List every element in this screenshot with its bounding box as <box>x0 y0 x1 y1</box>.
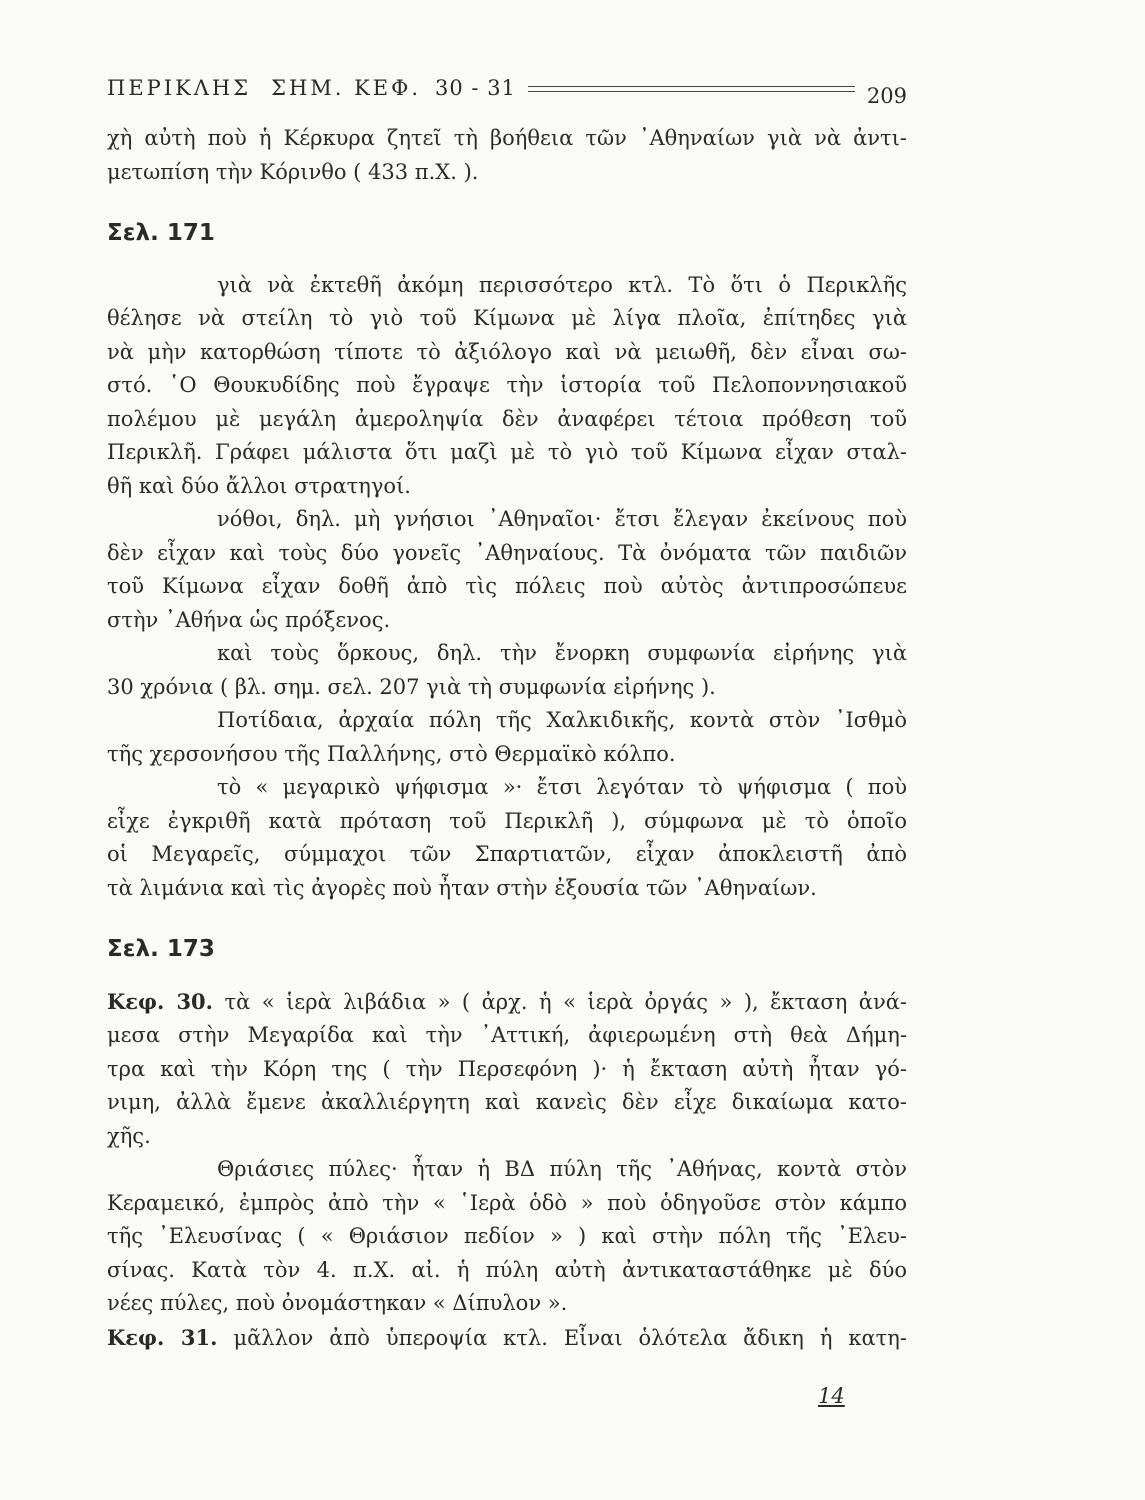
header-chapter: ΣΗΜ. ΚΕΦ. <box>271 76 422 100</box>
text-line <box>107 985 907 1020</box>
text-line: καὶ τοὺς ὅρκους, δηλ. τὴν ἔνορκη συμφωνία εἰρήνης γιὰ <box>217 641 907 665</box>
text-line: 30 χρόνια ( βλ. σημ. σελ. 207 γιὰ τὴ συμφωνία εἰρήνης ). <box>107 674 716 699</box>
text-line: οἱ Μεγαρεῖς, σύμμαχοι τῶν Σπαρτιατῶν, εἶχαν ἀποκλειστῆ ἀπὸ <box>107 842 907 866</box>
header-range: 30 - 31 <box>435 76 516 100</box>
text-line: πολέμου μὲ μεγάλη ἀμεροληψία δὲν ἀναφέρει τέτοια πρόθεση τοῦ <box>107 406 907 431</box>
text-line: μεσα στὴν Μεγαρίδα καὶ τὴν ᾿Αττική, ἀφιερωμένη στὴ θεὰ Δήμη- <box>107 1023 907 1047</box>
text-line: στὴν ᾿Αθήνα ὡς πρόξενος. <box>107 607 391 632</box>
section-heading-171: Σελ. 171 <box>107 220 215 246</box>
text-line: Περικλῆ. Γράφει μάλιστα ὅτι μαζὶ μὲ τὸ γιὸ τοῦ Κίμωνα εἶχαν σταλ- <box>107 440 907 464</box>
text-line: Θριάσιες πύλες· ἦταν ἡ ΒΔ πύλη τῆς ᾿Αθήνας, κοντὰ στὸν <box>217 1157 907 1181</box>
text-line: μετωπίση τὴν Κόρινθο ( 433 π.Χ. ). <box>107 159 479 184</box>
text-run: τὰ « ἱερὰ λιβάδια » ( ἀρχ. ἡ « ἱερὰ ὀργάς » ), ἔκταση ἀνά- <box>224 989 907 1014</box>
text-line: νέες πύλες, ποὺ ὀνομάστηκαν « Δίπυλον ». <box>107 1291 568 1315</box>
text-line: τῆς χερσονήσου τῆς Παλλήνης, στὸ Θερμαϊκὸ κόλπο. <box>107 741 676 766</box>
text-line: Κεραμεικό, ἐμπρὸς ἀπὸ τὴν « ῾Ιερὰ ὁδὸ » ποὺ ὁδηγοῦσε στὸν κάμπο <box>107 1190 907 1215</box>
text-line: τῆς ᾿Ελευσίνας ( « Θριάσιον πεδίον » ) καὶ στὴν πόλη τῆς ᾿Ελευ- <box>107 1224 907 1248</box>
text-line: νὰ μὴν κατορθώση τίποτε τὸ ἀξιόλογο καὶ νὰ μειωθῆ, δὲν εἶναι σω- <box>107 339 907 364</box>
text-line: θέλησε νὰ στείλη τὸ γιὸ τοῦ Κίμωνα μὲ λίγα πλοῖα, ἐπίτηδες γιὰ <box>107 306 907 330</box>
body-text <box>107 122 907 1355</box>
text-line: τοῦ Κίμωνα εἶχαν δοθῆ ἀπὸ τὶς πόλεις ποὺ αὐτὸς ἀντιπροσώπευε <box>107 574 907 598</box>
chapter-label-30: Κεφ. 30. <box>107 988 213 1014</box>
text-line: θῆ καὶ δύο ἄλλοι στρατηγοί. <box>107 473 411 498</box>
text-line: χὴ αὐτὴ ποὺ ἡ Κέρκυρα ζητεῖ τὴ βοήθεια τῶν ᾿Αθηναίων γιὰ νὰ ἀντι- <box>107 126 907 150</box>
text-line: τὰ λιμάνια καὶ τὶς ἀγορὲς ποὺ ἦταν στὴν ἐξουσία τῶν ᾿Αθηναίων. <box>107 875 817 900</box>
text-line: εἶχε ἐγκριθῆ κατὰ πρόταση τοῦ Περικλῆ ), σύμφωνα μὲ τὸ ὁποῖο <box>107 808 907 833</box>
text-run: μᾶλλον ἀπὸ ὑπεροψία κτλ. Εἶναι ὁλότελα ἄδικη ἡ κατη- <box>233 1325 907 1350</box>
text-line: σίνας. Κατὰ τὸν 4. π.Χ. αἰ. ἡ πύλη αὐτὴ ἀντικαταστάθηκε μὲ δύο <box>107 1257 907 1282</box>
text-line: δὲν εἶχαν καὶ τοὺς δύο γονεῖς ᾿Αθηναίους. Τὰ ὀνόματα τῶν παιδιῶν <box>107 540 907 565</box>
text-line: νιμη, ἀλλὰ ἔμενε ἀκαλλιέργητη καὶ κανεὶς δὲν εἶχε δικαίωμα κατο- <box>107 1090 907 1114</box>
text-line: τὸ « μεγαρικὸ ψήφισμα »· ἔτσι λεγόταν τὸ ψήφισμα ( ποὺ <box>217 775 907 799</box>
text-line <box>107 1321 907 1356</box>
text-line: χῆς. <box>107 1123 151 1148</box>
text-line: τρα καὶ τὴν Κόρη της ( τὴν Περσεφόνη )· ἡ ἔκταση αὐτὴ ἦταν γό- <box>107 1056 907 1081</box>
running-header <box>107 60 907 108</box>
text-line: στό. ῾Ο Θουκυδίδης ποὺ ἔγραψε τὴν ἱστορία τοῦ Πελοποννησιακοῦ <box>107 373 907 397</box>
header-title: ΠΕΡΙΚΛΗΣ <box>107 76 252 100</box>
header-rule <box>528 86 855 92</box>
text-line: νόθοι, δηλ. μὴ γνήσιοι ᾿Αθηναῖοι· ἔτσι ἔλεγαν ἐκείνους ποὺ <box>217 507 907 531</box>
section-heading-173: Σελ. 173 <box>107 936 215 962</box>
chapter-label-31: Κεφ. 31. <box>107 1324 218 1350</box>
text-line: Ποτίδαια, ἀρχαία πόλη τῆς Χαλκιδικῆς, κοντὰ στὸν ᾿Ισθμὸ <box>217 708 907 732</box>
signature-mark: 14 <box>818 1384 845 1408</box>
page-number: 209 <box>866 84 907 108</box>
page <box>107 60 907 1355</box>
text-line: γιὰ νὰ ἐκτεθῆ ἀκόμη περισσότερο κτλ. Τὸ ὅτι ὁ Περικλῆς <box>217 272 907 297</box>
